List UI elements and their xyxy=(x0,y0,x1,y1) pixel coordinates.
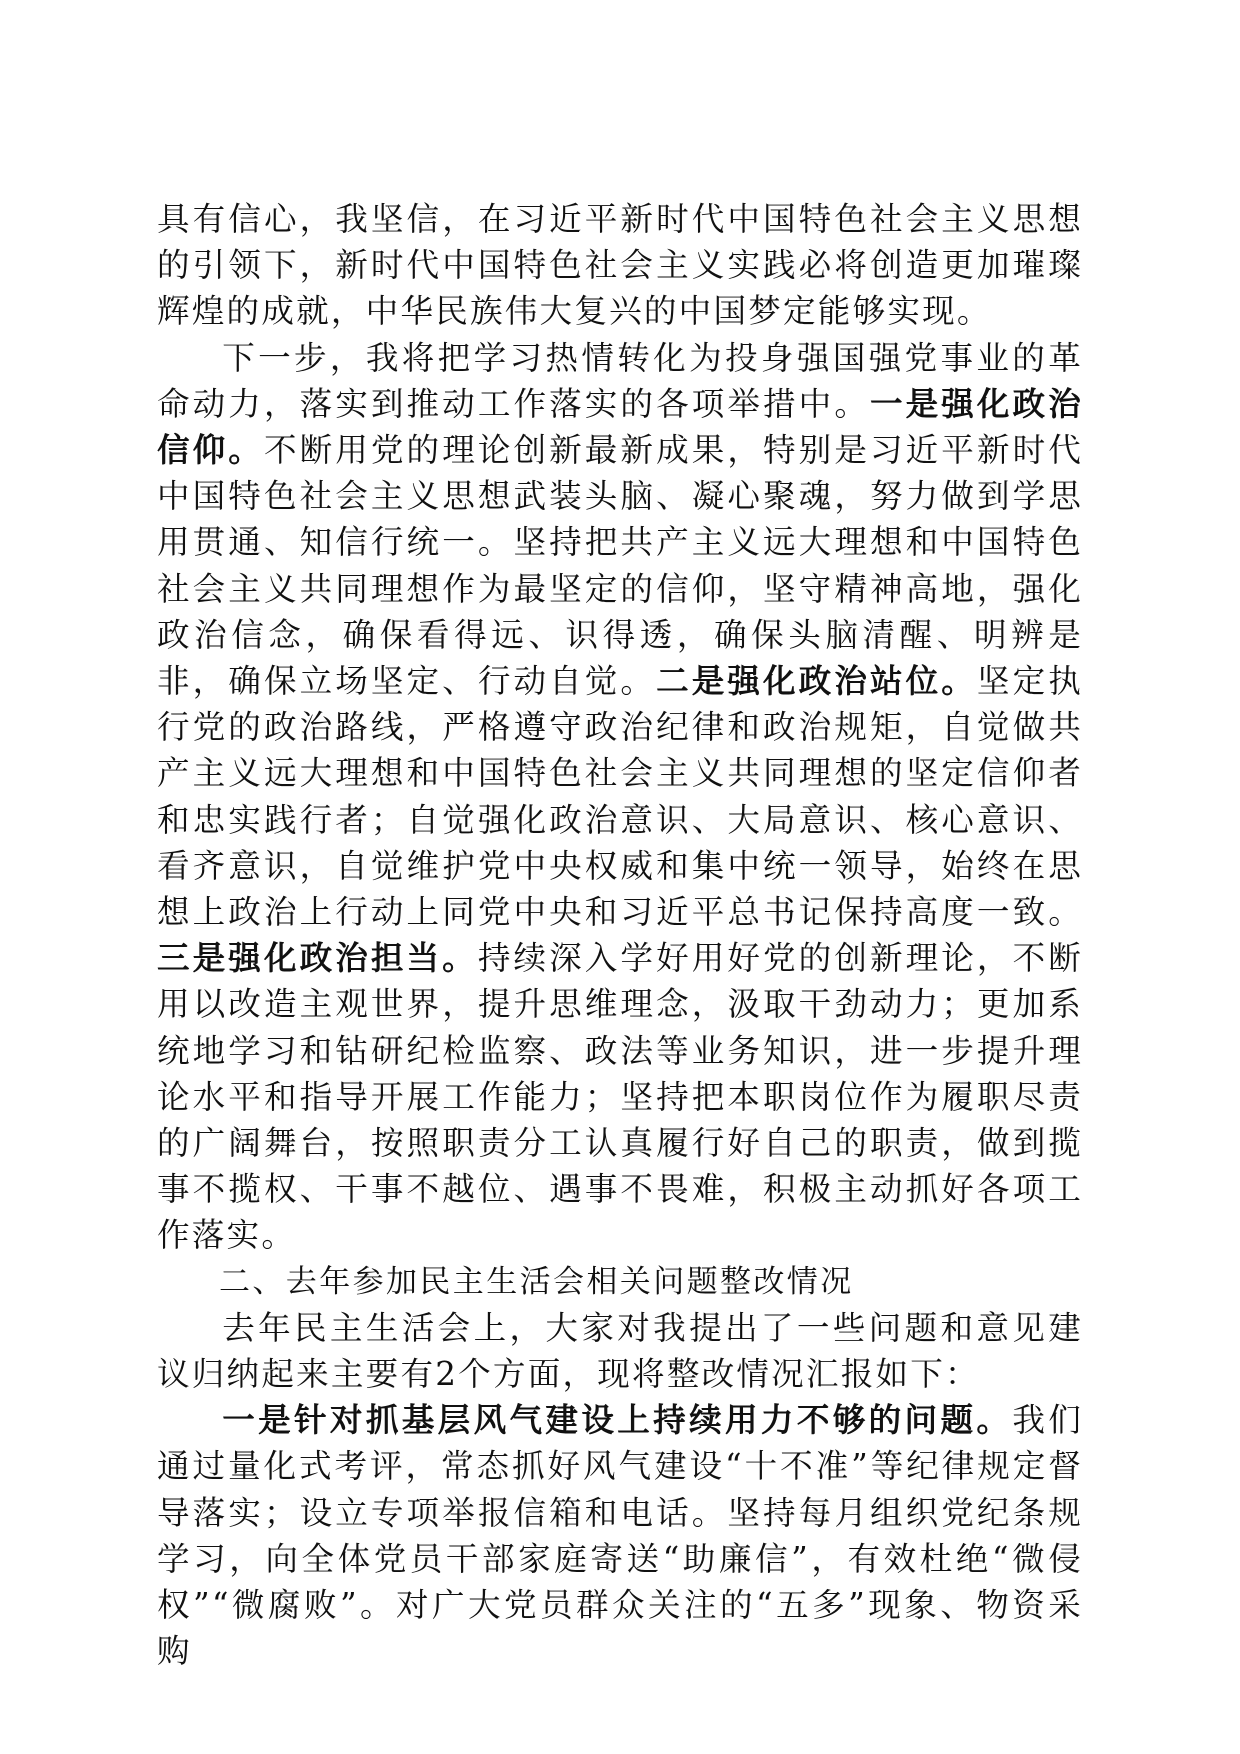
next-steps-intro: 下一步，我将把学习热情转化为投身强国强党事业的革命动力，落实到推动工作落实的各项举措中。 xyxy=(157,338,1083,423)
paragraph-next-steps xyxy=(157,335,1083,1259)
paragraph-confidence: 具有信心，我坚信，在习近平新时代中国特色社会主义思想的引领下，新时代中国特色社会主义实践必将创造更加璀璨辉煌的成就，中华民族伟大复兴的中国梦定能够实现。 xyxy=(157,200,1083,331)
point-three-text: 持续深入学好用好党的创新理论，不断用以改造主观世界，提升思维理念，汲取干劲动力；更加系统地学习和钻研纪检监察、政法等业务知识，进一步提升理论水平和指导开展工作能力；坚持把本职岗位作为履职尽责的广阔舞台，按照职责分工认真履行好自己的职责，做到揽事不揽权、干事不越位、遇事不畏难，积极主动抓好各项工作落实。 xyxy=(157,939,1083,1255)
point-one-heading: 一是强化政治信仰。 xyxy=(157,383,1083,470)
paragraph-rectification-intro: 去年民主生活会上，大家对我提出了一些问题和意见建议归纳起来主要有2个方面，现将整改情况汇报如下： xyxy=(157,1308,1083,1394)
section-heading-rectification: 二、去年参加民主生活会相关问题整改情况 xyxy=(219,1263,854,1300)
paragraph-issue-one xyxy=(157,1397,1083,1674)
point-two-text: 坚定执行党的政治路线，严格遵守政治纪律和政治规矩，自觉做共产主义远大理想和中国特色社会主义共同理想的坚定信仰者和忠实践行者；自觉强化政治意识、大局意识、核心意识、看齐意识，自觉维护党中央权威和集中统一领导，始终在思想上政治上行动上同党中央和习近平总书记保持高度一致。 xyxy=(157,662,1083,932)
point-three-heading: 三是强化政治担当。 xyxy=(157,938,478,978)
issue-one-text: 我们通过量化式考评，常态抓好风气建设“十不准”等纪律规定督导落实；设立专项举报信箱和电话。坚持每月组织党纪条规学习，向全体党员干部家庭寄送“助廉信”，有效杜绝“微侵权”“微腐败”。对广大党员群众关注的“五多”现象、物资采购 xyxy=(157,1401,1084,1671)
point-two-heading: 二是强化政治站位。 xyxy=(656,661,977,701)
point-one-text: 不断用党的理论创新最新成果，特别是习近平新时代中国特色社会主义思想武装头脑、凝心聚魂，努力做到学思用贯通、知信行统一。坚持把共产主义远大理想和中国特色社会主义共同理想作为最坚定的信仰，坚守精神高地，强化政治信念，确保看得远、识得透，确保头脑清醒、明辨是非，确保立场坚定、行动自觉。 xyxy=(157,431,1083,701)
document-page xyxy=(157,196,1083,1675)
issue-one-heading: 一是针对抓基层风气建设上持续用力不够的问题。 xyxy=(222,1400,1013,1440)
